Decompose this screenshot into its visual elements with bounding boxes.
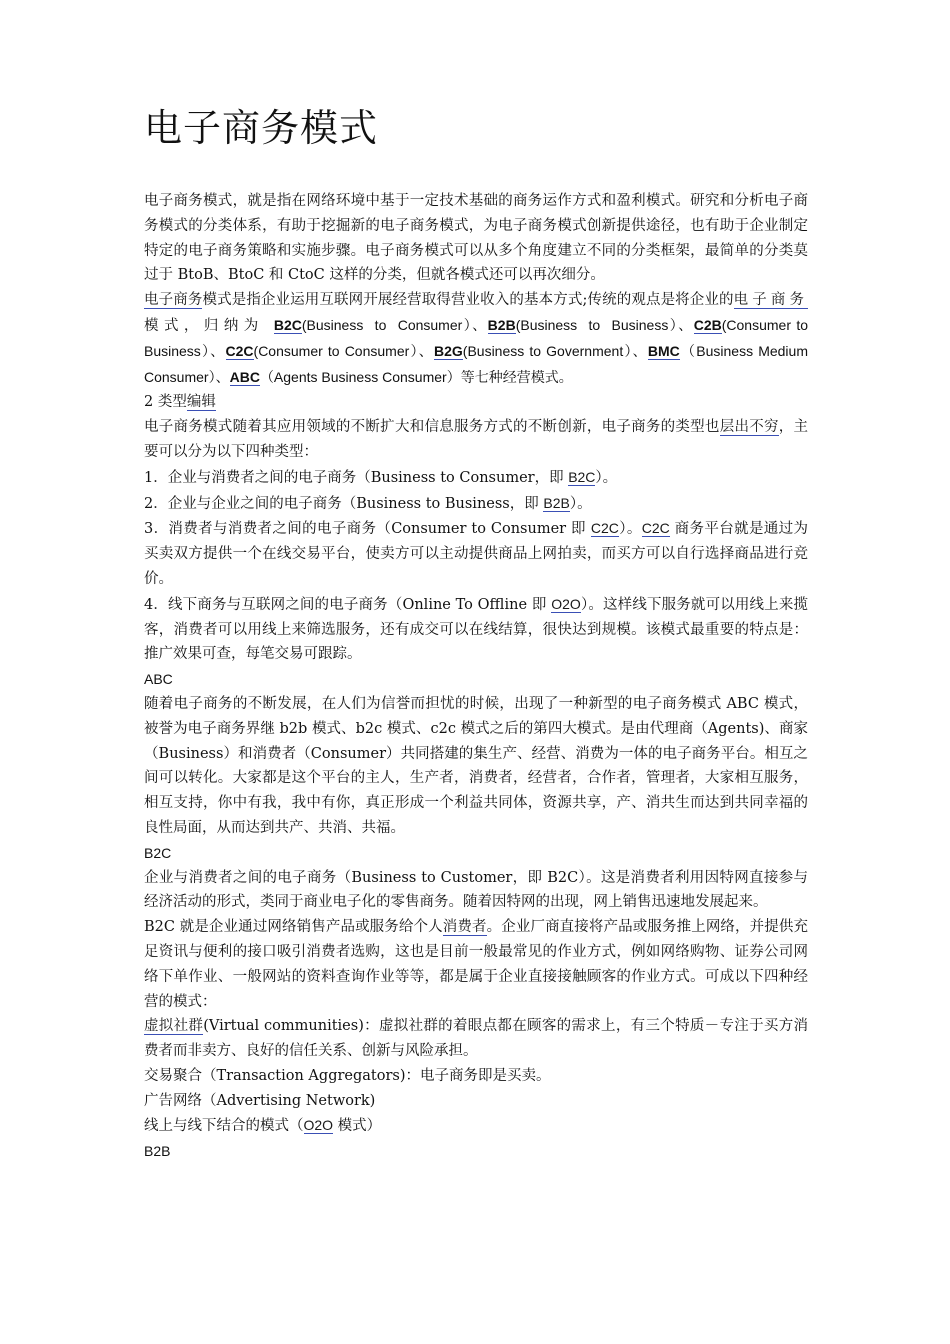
- b2b-link[interactable]: B2B: [487, 316, 516, 333]
- types-intro-paragraph: 电子商务模式随着其应用领域的不断扩大和信息服务方式的不断创新，电子商务的类型也层出不穷，主要可以分为以下四种类型：: [144, 419, 809, 460]
- o2o-line: 线上与线下结合的模式（O2O 模式）: [144, 1117, 382, 1135]
- edit-link[interactable]: 编辑: [186, 394, 216, 411]
- b2c-link[interactable]: B2C: [273, 316, 302, 333]
- types-heading: 2 类型编辑: [144, 394, 216, 411]
- type-item-1: 1．企业与消费者之间的电子商务（Business to Consumer，即 B2C）。: [144, 468, 618, 486]
- virtual-communities-paragraph: 虚拟社群(Virtual communities)：虚拟社群的着眼点都在顾客的需求上，有三个特质－专注于买方消费者而非卖方、良好的信任关系、创新与风险承担。: [144, 1018, 809, 1060]
- consumer-link[interactable]: 消费者: [442, 919, 487, 936]
- cengchubuqiong-link[interactable]: 层出不穷: [719, 419, 779, 436]
- b2g-link[interactable]: B2G: [433, 342, 463, 359]
- b2b-item-link[interactable]: B2B: [543, 494, 570, 511]
- advertising-network-line: 广告网络（Advertising Network): [144, 1092, 376, 1109]
- type-item-2: 2．企业与企业之间的电子商务（Business to Business，即 B2B）。: [144, 494, 592, 512]
- c2c-item-link-2[interactable]: C2C: [641, 520, 670, 537]
- abc-heading: ABC: [144, 671, 173, 688]
- b2c-heading: B2C: [144, 844, 172, 861]
- ecommerce-link-2[interactable]: 电子商务: [733, 292, 809, 309]
- bmc-link[interactable]: BMC: [647, 342, 680, 359]
- o2o-link[interactable]: O2O: [303, 1117, 334, 1134]
- b2c-paragraph: 企业与消费者之间的电子商务（Business to Customer，即 B2C）。这是消费者利用因特网直接参与经济活动的形式，类同于商业电子化的零售商务。随着因特网的出现，网上销售迅速地发展起来。: [144, 869, 808, 911]
- definition-paragraph: 电子商务模式是指企业运用互联网开展经营取得营业收入的基本方式;传统的观点是将企业的电子商务模式，归纳为 B2C(Business to Consumer）、B2B(Business to Business）、C2B(Consumer to Business）、C2C(Consumer to Consumer）、B2G(Business to Government）、BMC（Business Medium Consumer）、ABC（Agents Business Consumer）等七种经营模式。: [144, 292, 809, 385]
- ecommerce-link[interactable]: 电子商务: [144, 292, 203, 309]
- b2b-heading: B2B: [144, 1143, 171, 1160]
- transaction-aggregators-line: 交易聚合（Transaction Aggregators)：电子商务即是买卖。: [144, 1067, 551, 1084]
- b2c-item-link[interactable]: B2C: [568, 468, 596, 485]
- o2o-item-link[interactable]: O2O: [551, 595, 581, 612]
- c2c-item-link[interactable]: C2C: [590, 520, 619, 537]
- intro-paragraph: 电子商务模式，就是指在网络环境中基于一定技术基础的商务运作方式和盈利模式。研究和分析电子商务模式的分类体系，有助于挖掘新的电子商务模式，为电子商务模式创新提供途径，也有助于企业制定特定的电子商务策略和实施步骤。电子商务模式可以从多个角度建立不同的分类框架，最简单的分类莫过于 BtoB、BtoC 和 CtoC 这样的分类，但就各模式还可以再次细分。: [144, 193, 808, 284]
- page-title: 电子商务模式: [144, 106, 379, 150]
- b2c-paragraph-2: B2C 就是企业通过网络销售产品或服务给个人消费者。企业厂商直接将产品或服务推上网络，并提供充足资讯与便利的接口吸引消费者选购，这也是目前一般最常见的作业方式，例如网络购物、证券公司网络下单作业、一般网站的资料查询作业等等，都是属于企业直接接触顾客的作业方式。可成以下四种经营的模式：: [144, 919, 809, 1010]
- c2c-link[interactable]: C2C: [225, 342, 254, 359]
- c2b-link[interactable]: C2B: [693, 316, 722, 333]
- abc-paragraph: 随着电子商务的不断发展，在人们为信誉而担忧的时候，出现了一种新型的电子商务模式 ABC 模式，被誉为电子商务界继 b2b 模式、b2c 模式、c2c 模式之后的第四大模式。是由代理商（Agents)、商家（Business）和消费者（Consumer）共同搭建的集生产、经营、消费为一体的电子商务平台。相互之间可以转化。大家都是这个平台的主人，生产者，消费者，经营者，合作者，管理者，大家相互服务，相互支持，你中有我，我中有你，真正形成一个利益共同体，资源共享，产、消共生而达到共同幸福的良性局面，从而达到共产、共消、共福。: [144, 695, 808, 836]
- type-item-3: 3．消费者与消费者之间的电子商务（Consumer to Consumer 即 C2C）。C2C 商务平台就是通过为买卖双方提供一个在线交易平台，使卖方可以主动提供商品上网拍卖，而买方可以自行选择商品进行竞价。: [144, 520, 808, 587]
- document-body: [144, 189, 808, 1164]
- type-item-4: 4．线下商务与互联网之间的电子商务（Online To Offline 即 O2O）。这样线下服务就可以用线上来揽客，消费者可以用线上来筛选服务，还有成交可以在线结算，很快达到规模。该模式最重要的特点是：推广效果可查，每笔交易可跟踪。: [144, 595, 808, 663]
- virtual-community-link[interactable]: 虚拟社群: [144, 1018, 204, 1035]
- abc-link[interactable]: ABC: [229, 368, 260, 385]
